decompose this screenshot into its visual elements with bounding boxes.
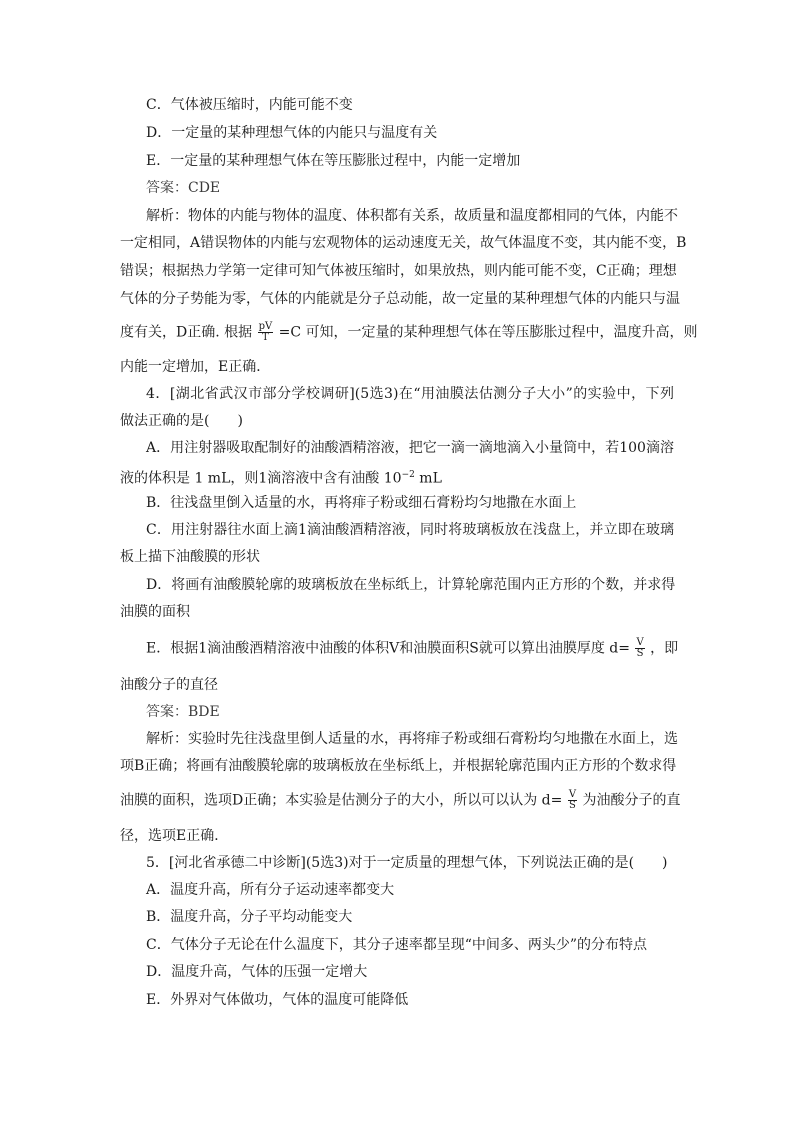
option-b-q4: B．往浅盘里倒入适量的水，再将痱子粉或细石膏粉均匀地撒在水面上 <box>146 495 577 511</box>
option-d-q3: D．一定量的某种理想气体的内能只与温度有关 <box>146 125 438 141</box>
v-over-s-fraction <box>568 790 577 811</box>
v-over-s-fraction <box>635 638 644 659</box>
option-e-q4-line2: 油酸分子的直径 <box>120 677 218 693</box>
option-d-q5: D．温度升高，气体的压强一定增大 <box>146 964 368 980</box>
analysis-q4-line1: 解析：实验时先往浅盘里倒人适量的水，再将痱子粉或细石膏粉均匀地撒在水面上，选 <box>146 731 678 747</box>
question-5-stem: 5．[河北省承德二中诊断](5选3)对于一定质量的理想气体，下列说法正确的是( ) <box>146 855 668 871</box>
option-c-q4-line1: C．用注射器往水面上滴1滴油酸酒精溶液，同时将玻璃板放在浅盘上，并立即在玻璃 <box>146 522 674 538</box>
option-a-q4-line2 <box>120 465 442 485</box>
question-4-stem-line2: 做法正确的是( ) <box>120 413 243 429</box>
analysis-q3-line5 <box>120 322 698 342</box>
option-e-q4-line1-text: E．根据1滴油酸酒精溶液中油酸的体积V和油膜面积S就可以算出油膜厚度 d= <box>146 640 630 657</box>
fraction-numerator: V <box>636 637 644 648</box>
analysis-q3-line1: 解析：物体的内能与物体的温度、体积都有关系，故质量和温度都相同的气体，内能不 <box>146 208 678 224</box>
option-a-q4-line2-text: 液的体积是 1 mL，则1滴溶液中含有油酸 10 <box>120 470 402 487</box>
option-a-q4-line2-unit: mL <box>414 470 442 487</box>
analysis-q4-line3 <box>120 790 681 810</box>
analysis-q3-line6: 内能一定增加，E正确． <box>120 359 271 375</box>
fraction-denominator: S <box>636 648 644 659</box>
answer-q3: 答案：CDE <box>146 180 221 196</box>
question-4-stem-line1: 4．[湖北省武汉市部分学校调研](5选3)在“用油膜法估测分子大小”的实验中，下列 <box>146 386 674 402</box>
option-d-q4-line2: 油膜的面积 <box>120 604 190 620</box>
option-e-q5: E．外界对气体做功，气体的温度可能降低 <box>146 992 409 1008</box>
analysis-q4-line3-text: 油膜的面积，选项D正确；本实验是估测分子的大小，所以可以认为 d= <box>120 792 563 809</box>
exponent: −2 <box>401 470 415 480</box>
fraction-denominator: T <box>262 332 269 343</box>
analysis-q3-line4: 气体的分子势能为零，气体的内能就是分子总动能，故一定量的某种理想气体的内能只与温 <box>120 291 680 307</box>
option-e-q3: E．一定量的某种理想气体在等压膨胀过程中，内能一定增加 <box>146 153 521 169</box>
analysis-q4-line4: 径，选项E正确． <box>120 828 229 844</box>
option-c-q3: C．气体被压缩时，内能可能不变 <box>146 97 353 113</box>
fraction-numerator: pV <box>258 321 273 332</box>
analysis-q4-line2: 项B正确；将画有油酸膜轮廓的玻璃板放在坐标纸上，并根据轮廓范围内正方形的个数求得 <box>120 758 677 774</box>
option-c-q5: C．气体分子无论在什么温度下，其分子速率都呈现“中间多、两头少”的分布特点 <box>146 937 648 953</box>
analysis-q3-line5-text-a: 度有关，D正确. 根据 <box>120 324 253 341</box>
analysis-q4-line3-tail: 为油酸分子的直 <box>582 792 681 809</box>
analysis-q3-line3: 错误；根据热力学第一定律可知气体被压缩时，如果放热，则内能可能不变，C正确；理想 <box>120 263 677 279</box>
analysis-q3-line2: 一定相同，A错误物体的内能与宏观物体的运动速度无关，故气体温度不变，其内能不变，B <box>120 235 687 251</box>
option-e-q4-line1 <box>146 638 678 658</box>
option-d-q4-line1: D．将画有油酸膜轮廓的玻璃板放在坐标纸上，计算轮廓范围内正方形的个数，并求得 <box>146 577 676 593</box>
fraction-numerator: V <box>568 789 577 800</box>
answer-q4: 答案：BDE <box>146 704 220 720</box>
option-a-q4-line1: A．用注射器吸取配制好的油酸酒精溶液，把它一滴一滴地滴入小量筒中，若100滴溶 <box>146 440 674 456</box>
pv-over-t-fraction <box>258 322 274 343</box>
option-e-q4-line1-tail: ，即 <box>650 640 679 657</box>
option-c-q4-line2: 板上描下油酸膜的形状 <box>120 549 260 565</box>
analysis-q3-line5-text-b: =C 可知，一定量的某种理想气体在等压膨胀过程中，温度升高，则 <box>278 324 698 341</box>
option-b-q5: B．温度升高，分子平均动能变大 <box>146 909 353 925</box>
fraction-denominator: S <box>569 800 576 811</box>
option-a-q5: A．温度升高，所有分子运动速率都变大 <box>146 882 395 898</box>
